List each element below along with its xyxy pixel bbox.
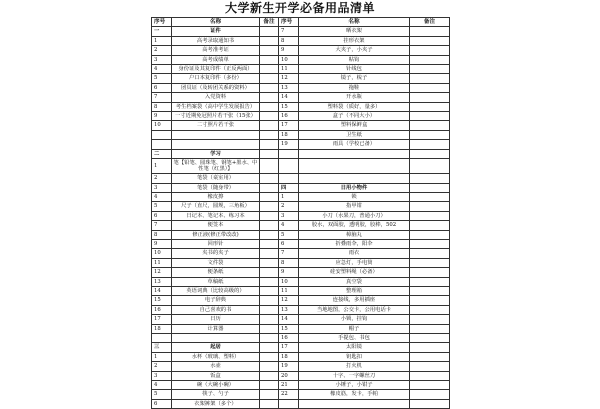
right-item-number: 四 bbox=[279, 183, 299, 192]
left-item-note bbox=[260, 286, 279, 295]
right-item-note bbox=[410, 93, 450, 102]
table-row bbox=[152, 36, 450, 45]
right-item-note bbox=[410, 352, 450, 361]
checklist-page bbox=[150, 0, 450, 407]
left-item-note bbox=[260, 305, 279, 314]
left-item-number: 9 bbox=[152, 239, 172, 248]
left-item-name: 笔袋（桌室用） bbox=[172, 174, 260, 183]
right-item-number: 12 bbox=[279, 296, 299, 305]
left-item-name: 草稿纸 bbox=[172, 277, 260, 286]
left-item-name: 笔袋（随身带） bbox=[172, 183, 260, 192]
left-item-number: 1 bbox=[152, 36, 172, 45]
right-item-name: 橡皮筋，发卡，手帕 bbox=[299, 390, 410, 399]
left-item-number: 3 bbox=[152, 55, 172, 64]
left-item-number: 2 bbox=[152, 362, 172, 371]
table-row bbox=[152, 112, 450, 121]
right-item-number: 14 bbox=[279, 93, 299, 102]
left-item-note bbox=[260, 239, 279, 248]
table-row bbox=[152, 258, 450, 267]
left-item-name: 英语词典（比较高级的） bbox=[172, 286, 260, 295]
left-item-name: 衣架裤架（多个） bbox=[172, 399, 260, 408]
left-item-name: 考生档案袋（高中学生发展报告） bbox=[172, 102, 260, 111]
left-item-number: 4 bbox=[152, 381, 172, 390]
left-item-name: 日记本、笔记本、练习本 bbox=[172, 211, 260, 220]
right-item-name: 针线包 bbox=[299, 65, 410, 74]
right-item-number bbox=[279, 149, 299, 158]
right-item-note bbox=[410, 36, 450, 45]
table-row bbox=[152, 305, 450, 314]
left-item-number: 13 bbox=[152, 277, 172, 286]
right-item-note bbox=[410, 230, 450, 239]
right-item-name: 打火机 bbox=[299, 362, 410, 371]
right-item-name: 盒子（不同大小） bbox=[299, 112, 410, 121]
right-item-note bbox=[410, 211, 450, 220]
left-item-number: 16 bbox=[152, 305, 172, 314]
left-item-note bbox=[260, 230, 279, 239]
left-item-name: 笔【铅笔、圆珠笔、钢笔+墨水、中性笔（红黑）】 bbox=[172, 159, 260, 174]
right-item-note bbox=[410, 268, 450, 277]
right-item-name: 晒衣架 bbox=[299, 27, 410, 36]
right-item-name bbox=[299, 399, 410, 408]
left-item-name bbox=[172, 334, 260, 343]
right-item-note bbox=[410, 324, 450, 333]
table-row bbox=[152, 399, 450, 408]
left-item-name: 高考准考证 bbox=[172, 46, 260, 55]
left-item-name: 高考录取通知书 bbox=[172, 36, 260, 45]
right-item-number: 3 bbox=[279, 211, 299, 220]
right-item-note bbox=[410, 381, 450, 390]
right-item-note bbox=[410, 65, 450, 74]
right-item-name: 卫生纸 bbox=[299, 130, 410, 139]
left-item-name: 便条纸 bbox=[172, 268, 260, 277]
left-item-number: 10 bbox=[152, 249, 172, 258]
left-item-name: 计算器 bbox=[172, 324, 260, 333]
right-item-number bbox=[279, 174, 299, 183]
right-item-number: 18 bbox=[279, 130, 299, 139]
table-row bbox=[152, 102, 450, 111]
right-item-number: 9 bbox=[279, 46, 299, 55]
left-item-note bbox=[260, 55, 279, 64]
right-item-number bbox=[279, 399, 299, 408]
table-row bbox=[152, 268, 450, 277]
right-item-name: 小锤子，小钳子 bbox=[299, 381, 410, 390]
right-item-note bbox=[410, 343, 450, 352]
right-item-name: 太阳镜 bbox=[299, 343, 410, 352]
right-item-number: 17 bbox=[279, 121, 299, 130]
table-row bbox=[152, 334, 450, 343]
col-header-name-left: 名称 bbox=[172, 18, 260, 27]
right-item-name: 锁 bbox=[299, 192, 410, 201]
right-item-name bbox=[299, 159, 410, 174]
table-row bbox=[152, 46, 450, 55]
right-item-name: 塑料保鲜盒 bbox=[299, 121, 410, 130]
right-item-note bbox=[410, 102, 450, 111]
left-item-number: 17 bbox=[152, 315, 172, 324]
table-row bbox=[152, 296, 450, 305]
table-row bbox=[152, 130, 450, 139]
left-item-name bbox=[172, 140, 260, 149]
right-item-note bbox=[410, 286, 450, 295]
left-item-number: 5 bbox=[152, 202, 172, 211]
right-item-number: 14 bbox=[279, 315, 299, 324]
left-item-number: 6 bbox=[152, 83, 172, 92]
right-item-name: 指甲钳 bbox=[299, 202, 410, 211]
table-row bbox=[152, 159, 450, 174]
table-row bbox=[152, 315, 450, 324]
left-item-number: 6 bbox=[152, 211, 172, 220]
left-item-name: 回形针 bbox=[172, 239, 260, 248]
right-item-number: 21 bbox=[279, 381, 299, 390]
right-item-name: 钥匙扣 bbox=[299, 352, 410, 361]
left-item-note bbox=[260, 121, 279, 130]
left-item-name: 便签本 bbox=[172, 221, 260, 230]
left-item-number: 3 bbox=[152, 183, 172, 192]
left-item-note bbox=[260, 334, 279, 343]
right-item-note bbox=[410, 74, 450, 83]
right-item-name: 拖鞋 bbox=[299, 83, 410, 92]
table-row bbox=[152, 371, 450, 380]
left-item-name bbox=[172, 130, 260, 139]
left-item-number: 2 bbox=[152, 174, 172, 183]
left-item-number: 2 bbox=[152, 46, 172, 55]
right-item-note bbox=[410, 296, 450, 305]
left-item-note bbox=[260, 296, 279, 305]
right-item-number: 5 bbox=[279, 230, 299, 239]
left-item-name: 身份证及其复印件（正反两面） bbox=[172, 65, 260, 74]
right-item-name: 小刀（水果刀，普通小刀） bbox=[299, 211, 410, 220]
right-item-note bbox=[410, 239, 450, 248]
right-item-name: 真空袋 bbox=[299, 277, 410, 286]
right-item-note bbox=[410, 277, 450, 286]
left-item-note bbox=[260, 211, 279, 220]
left-item-note bbox=[260, 221, 279, 230]
left-item-note bbox=[260, 268, 279, 277]
table-row bbox=[152, 381, 450, 390]
right-item-name: 塑料袋（质好，量多） bbox=[299, 102, 410, 111]
table-row bbox=[152, 121, 450, 130]
right-item-name: 开水瓶 bbox=[299, 93, 410, 102]
right-item-number: 20 bbox=[279, 371, 299, 380]
left-item-number: 10 bbox=[152, 121, 172, 130]
left-item-name: 入党资料 bbox=[172, 93, 260, 102]
table-row bbox=[152, 202, 450, 211]
right-item-note bbox=[410, 140, 450, 149]
right-item-number: 11 bbox=[279, 65, 299, 74]
left-item-number: 11 bbox=[152, 258, 172, 267]
right-item-number: 15 bbox=[279, 324, 299, 333]
right-item-note bbox=[410, 183, 450, 192]
table-row bbox=[152, 211, 450, 220]
right-item-name: 手提包、书包 bbox=[299, 334, 410, 343]
right-item-number bbox=[279, 159, 299, 174]
right-item-number: 16 bbox=[279, 112, 299, 121]
left-item-note bbox=[260, 352, 279, 361]
left-item-note bbox=[260, 315, 279, 324]
right-item-number: 22 bbox=[279, 390, 299, 399]
table-row bbox=[152, 239, 450, 248]
left-item-name: 高考成绩单 bbox=[172, 55, 260, 64]
table-row bbox=[152, 93, 450, 102]
right-item-note bbox=[410, 202, 450, 211]
right-item-note bbox=[410, 258, 450, 267]
right-item-number: 17 bbox=[279, 343, 299, 352]
left-item-name: 橡皮擦 bbox=[172, 192, 260, 201]
left-item-number: 1 bbox=[152, 352, 172, 361]
right-item-number: 12 bbox=[279, 74, 299, 83]
left-item-note bbox=[260, 258, 279, 267]
right-item-name: 镜子，梳子 bbox=[299, 74, 410, 83]
left-item-name: 筷子、勺子 bbox=[172, 390, 260, 399]
left-item-note bbox=[260, 46, 279, 55]
left-item-note bbox=[260, 249, 279, 258]
right-item-note bbox=[410, 83, 450, 92]
left-item-note bbox=[260, 399, 279, 408]
left-item-name: 饭盒 bbox=[172, 371, 260, 380]
right-item-note bbox=[410, 112, 450, 121]
left-item-name: 修正液(修正带改改) bbox=[172, 230, 260, 239]
left-item-name: 碗（大碗小碗） bbox=[172, 381, 260, 390]
left-item-number: 三 bbox=[152, 343, 172, 352]
left-item-note bbox=[260, 343, 279, 352]
left-item-name: 文件袋 bbox=[172, 258, 260, 267]
right-item-name bbox=[299, 149, 410, 158]
table-row bbox=[152, 352, 450, 361]
right-item-name: 整理箱 bbox=[299, 286, 410, 295]
right-item-name: 雨具（学校已备） bbox=[299, 140, 410, 149]
table-row bbox=[152, 249, 450, 258]
right-item-number: 18 bbox=[279, 352, 299, 361]
right-item-name: 当地地图，公交卡，公用电话卡 bbox=[299, 305, 410, 314]
left-item-note bbox=[260, 93, 279, 102]
left-item-name: 学习 bbox=[172, 149, 260, 158]
left-item-note bbox=[260, 202, 279, 211]
left-item-note bbox=[260, 102, 279, 111]
right-item-note bbox=[410, 192, 450, 201]
left-item-note bbox=[260, 159, 279, 174]
right-item-number: 4 bbox=[279, 221, 299, 230]
table-row bbox=[152, 183, 450, 192]
left-item-name: 水杯（玻璃、塑料） bbox=[172, 352, 260, 361]
left-item-name: 尺子（直尺，圆规，三角板） bbox=[172, 202, 260, 211]
col-header-name-right: 名称 bbox=[299, 18, 410, 27]
table-header-row bbox=[152, 18, 450, 27]
right-item-number: 9 bbox=[279, 268, 299, 277]
table-row bbox=[152, 174, 450, 183]
left-item-number: 18 bbox=[152, 324, 172, 333]
left-item-name: 水壶 bbox=[172, 362, 260, 371]
right-item-name: 粘钩 bbox=[299, 55, 410, 64]
table-row bbox=[152, 221, 450, 230]
left-item-number: 一 bbox=[152, 27, 172, 36]
left-item-note bbox=[260, 324, 279, 333]
right-item-number: 16 bbox=[279, 334, 299, 343]
table-row bbox=[152, 277, 450, 286]
table-row bbox=[152, 83, 450, 92]
left-item-number: 4 bbox=[152, 65, 172, 74]
table-row bbox=[152, 286, 450, 295]
left-item-number: 14 bbox=[152, 286, 172, 295]
left-item-note bbox=[260, 140, 279, 149]
right-item-number: 19 bbox=[279, 362, 299, 371]
table-row bbox=[152, 140, 450, 149]
right-item-name: 日用小物件 bbox=[299, 183, 410, 192]
left-item-note bbox=[260, 174, 279, 183]
right-item-note bbox=[410, 159, 450, 174]
right-item-number: 8 bbox=[279, 36, 299, 45]
right-item-name bbox=[299, 174, 410, 183]
right-item-name: 硅安塑料绳（必备） bbox=[299, 268, 410, 277]
left-item-number: 7 bbox=[152, 93, 172, 102]
right-item-number: 2 bbox=[279, 202, 299, 211]
table-row bbox=[152, 362, 450, 371]
table-row bbox=[152, 324, 450, 333]
right-item-note bbox=[410, 249, 450, 258]
left-item-name: 自己喜欢的书 bbox=[172, 305, 260, 314]
left-item-name: 团员证（及转团关系的资料） bbox=[172, 83, 260, 92]
table-row bbox=[152, 390, 450, 399]
right-item-number: 8 bbox=[279, 258, 299, 267]
right-item-name: 大夹子，小夹子 bbox=[299, 46, 410, 55]
table-row bbox=[152, 65, 450, 74]
left-item-note bbox=[260, 183, 279, 192]
right-item-name: 挂形衣架 bbox=[299, 36, 410, 45]
right-item-note bbox=[410, 362, 450, 371]
right-item-name: 胶水，双面胶，透明胶，胶棒，502 bbox=[299, 221, 410, 230]
right-item-number: 6 bbox=[279, 239, 299, 248]
left-item-note bbox=[260, 74, 279, 83]
table-row bbox=[152, 343, 450, 352]
right-item-number: 13 bbox=[279, 83, 299, 92]
left-item-name: 夹书的夹子 bbox=[172, 249, 260, 258]
right-item-number: 7 bbox=[279, 27, 299, 36]
right-item-name: 樟脑丸 bbox=[299, 230, 410, 239]
page-title: 大学新生开学必备用品清单 bbox=[224, 1, 375, 15]
left-item-note bbox=[260, 381, 279, 390]
left-item-note bbox=[260, 390, 279, 399]
right-item-number: 19 bbox=[279, 140, 299, 149]
left-item-name: 日历 bbox=[172, 315, 260, 324]
table-row bbox=[152, 27, 450, 36]
left-item-name: 证件 bbox=[172, 27, 260, 36]
left-item-note bbox=[260, 371, 279, 380]
left-item-note bbox=[260, 65, 279, 74]
right-item-number: 1 bbox=[279, 192, 299, 201]
left-item-note bbox=[260, 36, 279, 45]
right-item-number: 7 bbox=[279, 249, 299, 258]
right-item-name: 应急灯，手电筒 bbox=[299, 258, 410, 267]
right-item-note bbox=[410, 399, 450, 408]
left-item-number: 8 bbox=[152, 102, 172, 111]
left-item-name: 户口本复印件（多份） bbox=[172, 74, 260, 83]
right-item-name: 小锁，挂钩 bbox=[299, 315, 410, 324]
table-row bbox=[152, 55, 450, 64]
right-item-number: 11 bbox=[279, 286, 299, 295]
right-item-note bbox=[410, 130, 450, 139]
right-item-note bbox=[410, 149, 450, 158]
right-item-note bbox=[410, 55, 450, 64]
right-item-note bbox=[410, 371, 450, 380]
left-item-note bbox=[260, 192, 279, 201]
left-item-number: 1 bbox=[152, 159, 172, 174]
left-item-number: 8 bbox=[152, 230, 172, 239]
left-item-number: 9 bbox=[152, 112, 172, 121]
supply-table bbox=[151, 17, 450, 409]
right-item-note bbox=[410, 121, 450, 130]
left-item-number: 7 bbox=[152, 221, 172, 230]
left-item-name: 电子辞典 bbox=[172, 296, 260, 305]
right-item-note bbox=[410, 27, 450, 36]
left-item-note bbox=[260, 130, 279, 139]
left-item-name: 二寸照片若干张 bbox=[172, 121, 260, 130]
left-item-number: 5 bbox=[152, 74, 172, 83]
right-item-note bbox=[410, 315, 450, 324]
left-item-name: 起居 bbox=[172, 343, 260, 352]
table-row bbox=[152, 192, 450, 201]
right-item-note bbox=[410, 46, 450, 55]
left-item-number: 5 bbox=[152, 390, 172, 399]
left-item-note bbox=[260, 149, 279, 158]
right-item-note bbox=[410, 174, 450, 183]
right-item-note bbox=[410, 334, 450, 343]
right-item-number: 15 bbox=[279, 102, 299, 111]
left-item-name: 一寸近期免冠照片若干张（15张） bbox=[172, 112, 260, 121]
left-item-note bbox=[260, 83, 279, 92]
right-item-note bbox=[410, 221, 450, 230]
col-header-note-left: 备注 bbox=[260, 18, 279, 27]
left-item-number: 6 bbox=[152, 399, 172, 408]
right-item-name: 雨衣 bbox=[299, 249, 410, 258]
left-item-number: 二 bbox=[152, 149, 172, 158]
right-item-name: 帽子 bbox=[299, 324, 410, 333]
right-item-name: 连接线，多用插座 bbox=[299, 296, 410, 305]
table-row bbox=[152, 74, 450, 83]
right-item-note bbox=[410, 305, 450, 314]
right-item-name: 折叠雨伞，阳伞 bbox=[299, 239, 410, 248]
left-item-number bbox=[152, 140, 172, 149]
left-item-number: 15 bbox=[152, 296, 172, 305]
left-item-note bbox=[260, 27, 279, 36]
col-header-no-right: 序号 bbox=[279, 18, 299, 27]
right-item-note bbox=[410, 390, 450, 399]
left-item-number bbox=[152, 334, 172, 343]
left-item-note bbox=[260, 112, 279, 121]
right-item-number: 10 bbox=[279, 277, 299, 286]
col-header-note-right: 备注 bbox=[410, 18, 450, 27]
right-item-number: 13 bbox=[279, 305, 299, 314]
table-body bbox=[152, 18, 450, 409]
right-item-number: 10 bbox=[279, 55, 299, 64]
col-header-no-left: 序号 bbox=[152, 18, 172, 27]
left-item-number: 3 bbox=[152, 371, 172, 380]
left-item-note bbox=[260, 277, 279, 286]
right-item-name: 十字、一字螺丝刀 bbox=[299, 371, 410, 380]
left-item-number: 4 bbox=[152, 192, 172, 201]
left-item-note bbox=[260, 362, 279, 371]
table-row bbox=[152, 149, 450, 158]
table-row bbox=[152, 230, 450, 239]
left-item-number: 12 bbox=[152, 268, 172, 277]
left-item-number bbox=[152, 130, 172, 139]
